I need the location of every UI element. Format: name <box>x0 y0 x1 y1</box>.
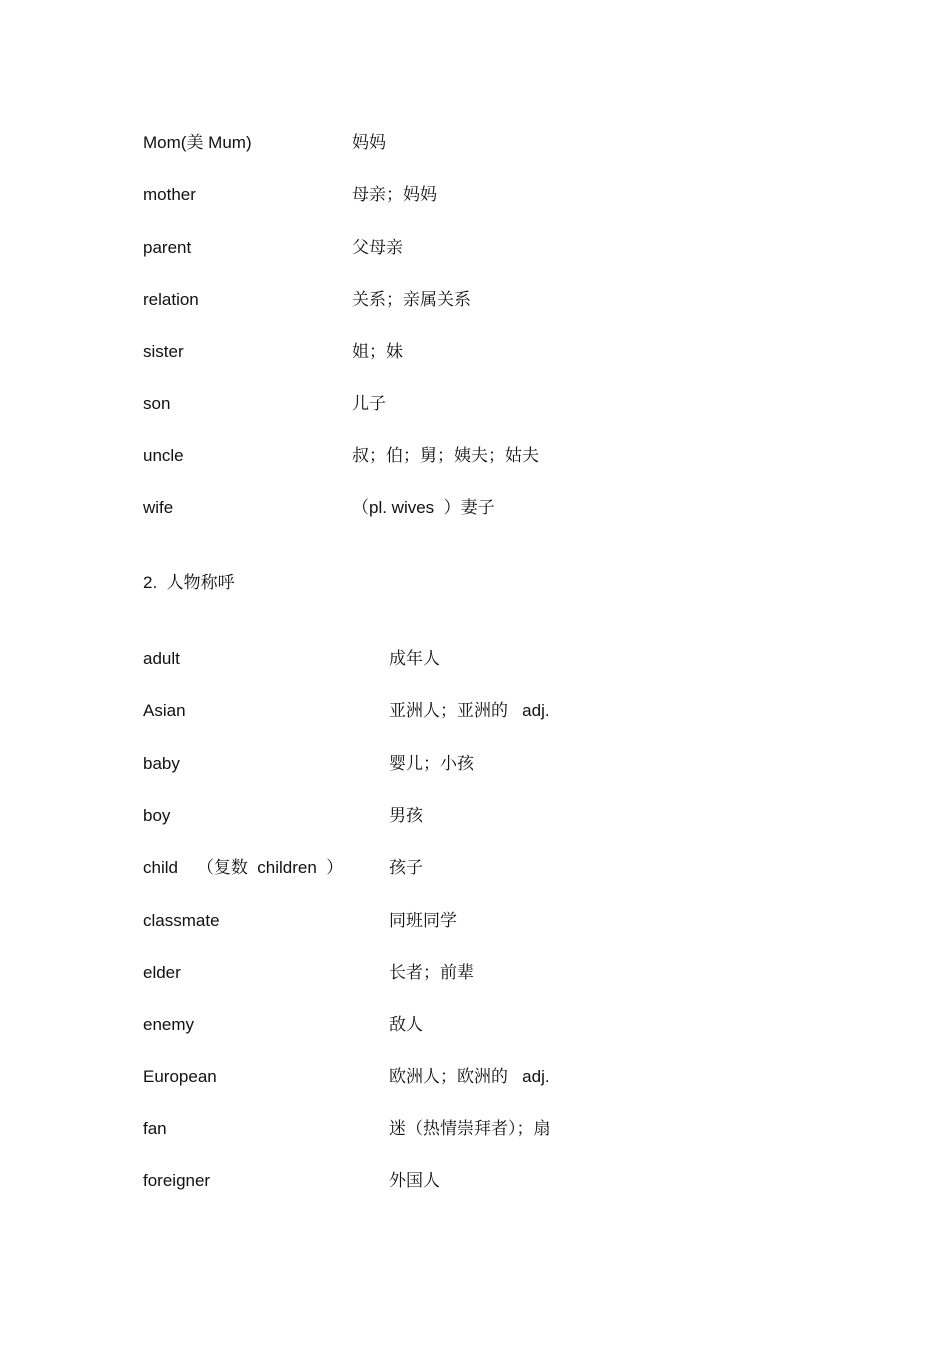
english-word: Mom(美 Mum) <box>143 133 252 152</box>
english-word: mother <box>143 185 196 204</box>
english-word: foreigner <box>143 1171 211 1190</box>
section-heading: 2. 人物称呼 <box>143 573 235 592</box>
vocab-row <box>0 1065 950 1089</box>
vocab-row <box>0 444 950 468</box>
vocab-row <box>0 1013 950 1037</box>
chinese-meaning: 同班同学 <box>389 911 457 930</box>
chinese-meaning: 姐；妹 <box>352 342 403 361</box>
chinese-meaning: 敌人 <box>389 1015 423 1034</box>
english-word: boy <box>143 806 171 825</box>
english-word: son <box>143 394 171 413</box>
english-word: enemy <box>143 1015 195 1034</box>
vocab-row <box>0 647 950 671</box>
vocab-row <box>0 340 950 364</box>
english-word: fan <box>143 1119 167 1138</box>
chinese-meaning: 成年人 <box>389 649 440 668</box>
english-word: classmate <box>143 911 220 930</box>
chinese-meaning: 迷（热情崇拜者）；扇 <box>389 1119 551 1138</box>
chinese-meaning: 母亲；妈妈 <box>352 185 437 204</box>
vocab-row <box>0 288 950 312</box>
english-word: parent <box>143 238 192 257</box>
english-word: wife <box>143 498 174 517</box>
vocab-row <box>0 392 950 416</box>
vocab-row <box>0 1117 950 1141</box>
chinese-meaning: 儿子 <box>352 394 386 413</box>
english-word: child （复数 children ） <box>143 858 344 877</box>
english-word: relation <box>143 290 199 309</box>
chinese-meaning: （pl. wives ）妻子 <box>352 498 495 517</box>
chinese-meaning: 孩子 <box>389 858 423 877</box>
chinese-meaning: 长者；前辈 <box>389 963 474 982</box>
vocab-row <box>0 1169 950 1193</box>
english-word: elder <box>143 963 181 982</box>
english-word: sister <box>143 342 184 361</box>
chinese-meaning: 叔；伯；舅；姨夫；姑夫 <box>352 446 539 465</box>
vocab-row <box>0 236 950 260</box>
vocab-row <box>0 496 950 520</box>
english-word: baby <box>143 754 180 773</box>
vocab-row <box>0 909 950 933</box>
english-word: Asian <box>143 701 186 720</box>
chinese-meaning: 婴儿；小孩 <box>389 754 474 773</box>
chinese-meaning: 欧洲人；欧洲的 adj. <box>389 1067 550 1086</box>
vocab-row <box>0 856 950 880</box>
chinese-meaning: 外国人 <box>389 1171 440 1190</box>
vocab-row <box>0 183 950 207</box>
vocab-row <box>0 699 950 723</box>
english-word: European <box>143 1067 217 1086</box>
vocab-row <box>0 804 950 828</box>
vocab-row <box>0 752 950 776</box>
vocab-row <box>0 131 950 155</box>
vocab-row <box>0 961 950 985</box>
chinese-meaning: 父母亲 <box>352 238 403 257</box>
chinese-meaning: 亚洲人；亚洲的 adj. <box>389 701 550 720</box>
chinese-meaning: 男孩 <box>389 806 423 825</box>
chinese-meaning: 关系；亲属关系 <box>352 290 471 309</box>
english-word: adult <box>143 649 180 668</box>
chinese-meaning: 妈妈 <box>352 133 386 152</box>
english-word: uncle <box>143 446 184 465</box>
